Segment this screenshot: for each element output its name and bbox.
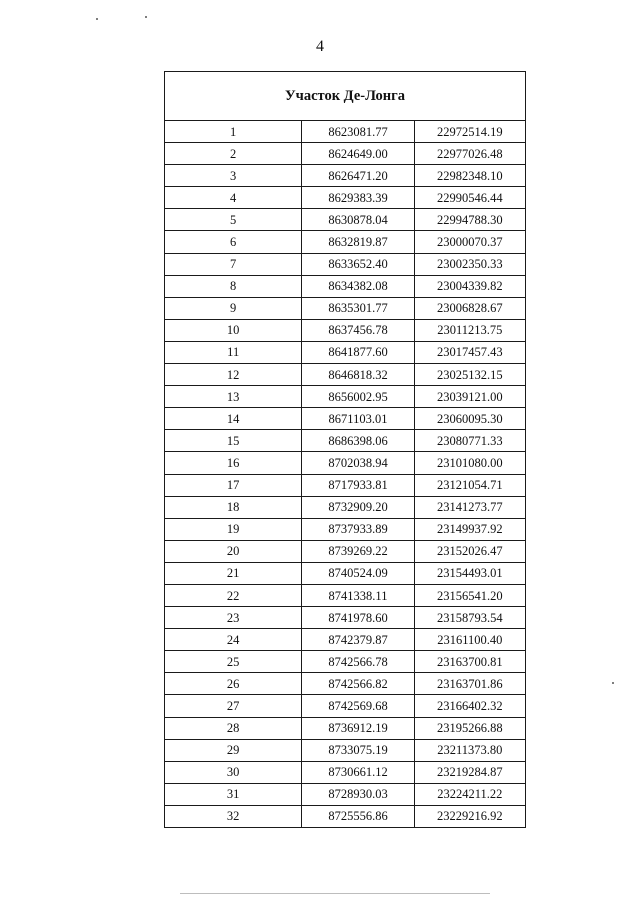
table-row [165, 673, 526, 695]
x-coordinate-cell: 8633652.40 [302, 253, 414, 275]
table-row [165, 341, 526, 363]
y-coordinate-cell: 22982348.10 [414, 165, 525, 187]
table-row [165, 474, 526, 496]
y-coordinate-cell: 23060095.30 [414, 408, 525, 430]
x-coordinate-cell: 8686398.06 [302, 430, 414, 452]
table-row [165, 209, 526, 231]
y-coordinate-cell: 23025132.15 [414, 364, 525, 386]
y-coordinate-cell: 23101080.00 [414, 452, 525, 474]
y-coordinate-cell: 23011213.75 [414, 319, 525, 341]
table-row [165, 584, 526, 606]
table-row [165, 607, 526, 629]
x-coordinate-cell: 8671103.01 [302, 408, 414, 430]
x-coordinate-cell: 8742566.82 [302, 673, 414, 695]
y-coordinate-cell: 22994788.30 [414, 209, 525, 231]
point-number-cell: 22 [165, 584, 302, 606]
point-number-cell: 6 [165, 231, 302, 253]
y-coordinate-cell: 23149937.92 [414, 518, 525, 540]
table-row [165, 187, 526, 209]
table-row [165, 518, 526, 540]
point-number-cell: 31 [165, 783, 302, 805]
y-coordinate-cell: 22972514.19 [414, 121, 525, 143]
x-coordinate-cell: 8630878.04 [302, 209, 414, 231]
point-number-cell: 19 [165, 518, 302, 540]
x-coordinate-cell: 8632819.87 [302, 231, 414, 253]
point-number-cell: 29 [165, 739, 302, 761]
point-number-cell: 17 [165, 474, 302, 496]
table-row [165, 783, 526, 805]
point-number-cell: 16 [165, 452, 302, 474]
point-number-cell: 10 [165, 319, 302, 341]
table-row [165, 452, 526, 474]
y-coordinate-cell: 23195266.88 [414, 717, 525, 739]
point-number-cell: 3 [165, 165, 302, 187]
x-coordinate-cell: 8635301.77 [302, 297, 414, 319]
table-row [165, 143, 526, 165]
table-row [165, 761, 526, 783]
point-number-cell: 14 [165, 408, 302, 430]
table-row [165, 408, 526, 430]
point-number-cell: 20 [165, 540, 302, 562]
point-number-cell: 21 [165, 562, 302, 584]
table-row [165, 364, 526, 386]
y-coordinate-cell: 23211373.80 [414, 739, 525, 761]
x-coordinate-cell: 8733075.19 [302, 739, 414, 761]
table-row [165, 253, 526, 275]
table-row [165, 121, 526, 143]
y-coordinate-cell: 23229216.92 [414, 805, 525, 827]
x-coordinate-cell: 8634382.08 [302, 275, 414, 297]
x-coordinate-cell: 8656002.95 [302, 386, 414, 408]
table-row [165, 717, 526, 739]
x-coordinate-cell: 8736912.19 [302, 717, 414, 739]
point-number-cell: 24 [165, 629, 302, 651]
table-header-row [165, 72, 526, 121]
y-coordinate-cell: 23156541.20 [414, 584, 525, 606]
x-coordinate-cell: 8626471.20 [302, 165, 414, 187]
y-coordinate-cell: 23039121.00 [414, 386, 525, 408]
table-row [165, 629, 526, 651]
x-coordinate-cell: 8637456.78 [302, 319, 414, 341]
point-number-cell: 18 [165, 496, 302, 518]
x-coordinate-cell: 8641877.60 [302, 341, 414, 363]
x-coordinate-cell: 8717933.81 [302, 474, 414, 496]
point-number-cell: 8 [165, 275, 302, 297]
x-coordinate-cell: 8732909.20 [302, 496, 414, 518]
coordinates-table [164, 71, 526, 828]
table-row [165, 165, 526, 187]
y-coordinate-cell: 23163701.86 [414, 673, 525, 695]
point-number-cell: 27 [165, 695, 302, 717]
x-coordinate-cell: 8646818.32 [302, 364, 414, 386]
point-number-cell: 13 [165, 386, 302, 408]
point-number-cell: 7 [165, 253, 302, 275]
x-coordinate-cell: 8624649.00 [302, 143, 414, 165]
point-number-cell: 32 [165, 805, 302, 827]
point-number-cell: 15 [165, 430, 302, 452]
y-coordinate-cell: 23154493.01 [414, 562, 525, 584]
table-row [165, 739, 526, 761]
table-row [165, 319, 526, 341]
point-number-cell: 2 [165, 143, 302, 165]
table-row [165, 496, 526, 518]
x-coordinate-cell: 8730661.12 [302, 761, 414, 783]
x-coordinate-cell: 8742569.68 [302, 695, 414, 717]
table-row [165, 231, 526, 253]
table-row [165, 386, 526, 408]
y-coordinate-cell: 23166402.32 [414, 695, 525, 717]
x-coordinate-cell: 8742566.78 [302, 651, 414, 673]
x-coordinate-cell: 8742379.87 [302, 629, 414, 651]
point-number-cell: 1 [165, 121, 302, 143]
y-coordinate-cell: 23219284.87 [414, 761, 525, 783]
page-number: 4 [316, 38, 324, 55]
point-number-cell: 26 [165, 673, 302, 695]
y-coordinate-cell: 23000070.37 [414, 231, 525, 253]
y-coordinate-cell: 23004339.82 [414, 275, 525, 297]
table-row [165, 540, 526, 562]
x-coordinate-cell: 8741338.11 [302, 584, 414, 606]
y-coordinate-cell: 23006828.67 [414, 297, 525, 319]
x-coordinate-cell: 8739269.22 [302, 540, 414, 562]
y-coordinate-cell: 23141273.77 [414, 496, 525, 518]
y-coordinate-cell: 22990546.44 [414, 187, 525, 209]
y-coordinate-cell: 22977026.48 [414, 143, 525, 165]
point-number-cell: 23 [165, 607, 302, 629]
point-number-cell: 5 [165, 209, 302, 231]
y-coordinate-cell: 23017457.43 [414, 341, 525, 363]
point-number-cell: 9 [165, 297, 302, 319]
point-number-cell: 30 [165, 761, 302, 783]
table-title: Участок Де-Лонга [165, 72, 526, 121]
table-row [165, 805, 526, 827]
point-number-cell: 12 [165, 364, 302, 386]
table-row [165, 695, 526, 717]
y-coordinate-cell: 23163700.81 [414, 651, 525, 673]
y-coordinate-cell: 23224211.22 [414, 783, 525, 805]
point-number-cell: 4 [165, 187, 302, 209]
table-body [165, 121, 526, 828]
point-number-cell: 25 [165, 651, 302, 673]
x-coordinate-cell: 8741978.60 [302, 607, 414, 629]
table-row [165, 430, 526, 452]
point-number-cell: 11 [165, 341, 302, 363]
table-row [165, 562, 526, 584]
point-number-cell: 28 [165, 717, 302, 739]
x-coordinate-cell: 8740524.09 [302, 562, 414, 584]
y-coordinate-cell: 23158793.54 [414, 607, 525, 629]
y-coordinate-cell: 23121054.71 [414, 474, 525, 496]
table-row [165, 651, 526, 673]
x-coordinate-cell: 8702038.94 [302, 452, 414, 474]
y-coordinate-cell: 23002350.33 [414, 253, 525, 275]
x-coordinate-cell: 8629383.39 [302, 187, 414, 209]
x-coordinate-cell: 8623081.77 [302, 121, 414, 143]
x-coordinate-cell: 8725556.86 [302, 805, 414, 827]
x-coordinate-cell: 8737933.89 [302, 518, 414, 540]
y-coordinate-cell: 23161100.40 [414, 629, 525, 651]
y-coordinate-cell: 23080771.33 [414, 430, 525, 452]
table-row [165, 297, 526, 319]
scan-edge-line [180, 893, 490, 894]
table-row [165, 275, 526, 297]
y-coordinate-cell: 23152026.47 [414, 540, 525, 562]
x-coordinate-cell: 8728930.03 [302, 783, 414, 805]
